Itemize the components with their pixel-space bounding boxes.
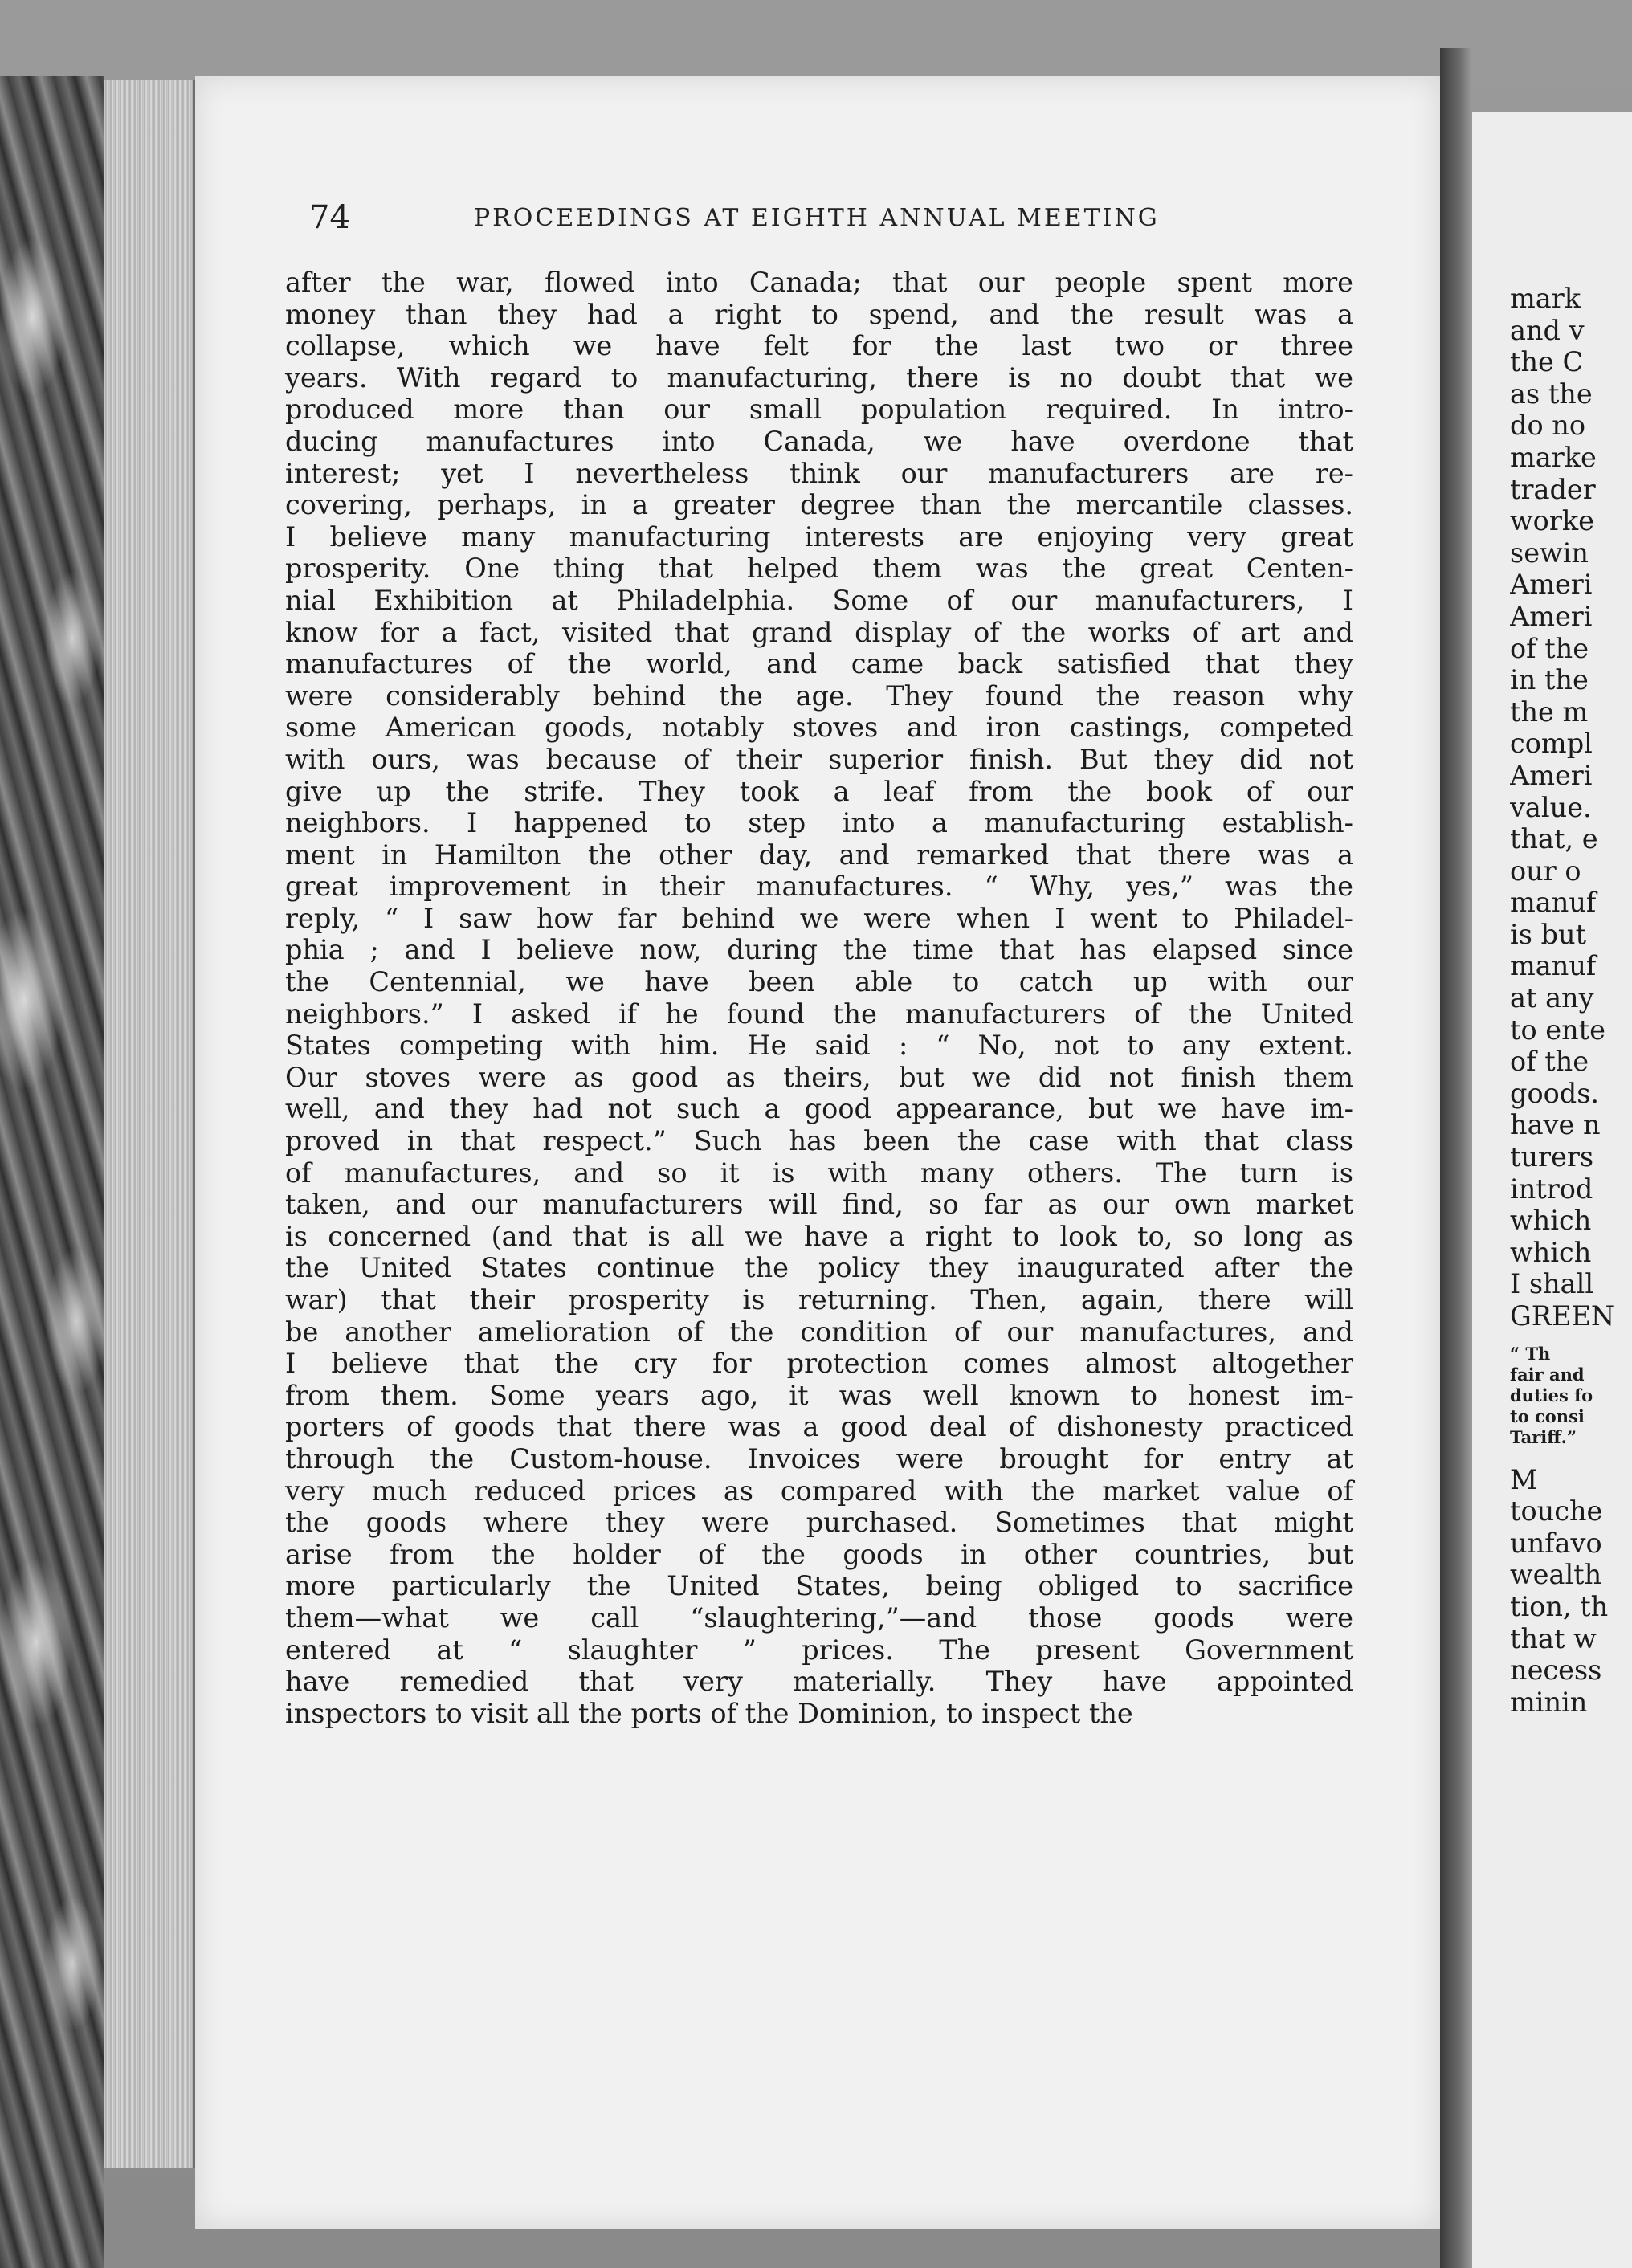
text-line: produced more than our small population required. In intro- bbox=[285, 394, 1353, 426]
facing-line: compl bbox=[1510, 728, 1593, 760]
facing-line: the C bbox=[1510, 346, 1584, 378]
facing-line: manuf bbox=[1510, 887, 1597, 919]
facing-line: trader bbox=[1510, 473, 1596, 505]
footnote-line: “ Th bbox=[1510, 1343, 1551, 1364]
text-line: collapse, which we have felt for the last two or three bbox=[285, 330, 1353, 362]
text-line: be another amelioration of the condition of our manufactures, and bbox=[285, 1316, 1353, 1348]
facing-line: in the bbox=[1510, 664, 1589, 696]
text-line: taken, and our manufacturers will find, so far as our own market bbox=[285, 1189, 1353, 1221]
text-line: after the war, flowed into Canada; that our people spent more bbox=[285, 267, 1353, 298]
text-line: phia ; and I believe now, during the time that has elapsed since bbox=[285, 934, 1353, 966]
page-number: 74 bbox=[309, 199, 350, 236]
text-line: the United States continue the policy they inaugurated after the bbox=[285, 1252, 1353, 1284]
text-line: give up the strife. They took a leaf from the book of our bbox=[285, 775, 1353, 807]
text-line: arise from the holder of the goods in other countries, but bbox=[285, 1538, 1353, 1570]
facing-line: minin bbox=[1510, 1686, 1588, 1718]
facing-line: turers bbox=[1510, 1141, 1594, 1173]
text-line: reply, “ I saw how far behind we were when I went to Philadel- bbox=[285, 902, 1353, 934]
text-line: neighbors. I happened to step into a manufacturing establish- bbox=[285, 807, 1353, 839]
text-line: were considerably behind the age. They found the reason why bbox=[285, 679, 1353, 712]
facing-line: manuf bbox=[1510, 950, 1597, 982]
text-line: through the Custom-house. Invoices were brought for entry at bbox=[285, 1442, 1353, 1475]
facing-page-text bbox=[1510, 283, 1632, 1718]
facing-line: M bbox=[1510, 1463, 1538, 1495]
page-edges bbox=[104, 80, 195, 2168]
facing-line: Ameri bbox=[1510, 600, 1593, 632]
facing-line: I shall bbox=[1510, 1268, 1594, 1300]
footnote-line: duties fo bbox=[1510, 1385, 1593, 1405]
facing-line: wealth bbox=[1510, 1559, 1602, 1591]
facing-line: of the bbox=[1510, 632, 1589, 664]
facing-line: the m bbox=[1510, 695, 1589, 728]
footnote-line: to consi bbox=[1510, 1405, 1585, 1426]
text-line: proved in that respect.” Such has been the case with that class bbox=[285, 1125, 1353, 1157]
text-line: some American goods, notably stoves and iron castings, competed bbox=[285, 712, 1353, 744]
facing-line: have n bbox=[1510, 1109, 1601, 1141]
text-line: more particularly the United States, being obliged to sacrifice bbox=[285, 1570, 1353, 1602]
text-line: years. With regard to manufacturing, there is no doubt that we bbox=[285, 361, 1353, 394]
text-line: interest; yet I nevertheless think our manufacturers are re- bbox=[285, 457, 1353, 489]
spacer bbox=[1510, 1332, 1632, 1344]
facing-line: unfavo bbox=[1510, 1527, 1602, 1559]
facing-line: our o bbox=[1510, 855, 1581, 887]
footnote-line: Tariff.” bbox=[1510, 1426, 1577, 1447]
facing-line: sewin bbox=[1510, 536, 1589, 569]
facing-line: is but bbox=[1510, 918, 1587, 950]
text-line: manufactures of the world, and came back satisfied that they bbox=[285, 648, 1353, 680]
text-line: the goods where they were purchased. Sometimes that might bbox=[285, 1507, 1353, 1539]
facing-line: at any bbox=[1510, 982, 1594, 1014]
facing-line: as the bbox=[1510, 377, 1593, 410]
text-line: well, and they had not such a good appearance, but we have im- bbox=[285, 1093, 1353, 1125]
text-line: from them. Some years ago, it was well known to honest im- bbox=[285, 1379, 1353, 1411]
text-line: inspectors to visit all the ports of the Dominion, to inspect the bbox=[285, 1697, 1133, 1729]
book-gutter bbox=[1440, 48, 1472, 2268]
facing-line: do no bbox=[1510, 410, 1586, 442]
facing-line: worke bbox=[1510, 505, 1594, 537]
text-line: porters of goods that there was a good deal of dishonesty practiced bbox=[285, 1411, 1353, 1443]
text-line: war) that their prosperity is returning. Then, again, there will bbox=[285, 1284, 1353, 1316]
facing-line: that w bbox=[1510, 1622, 1597, 1654]
text-line: of manufactures, and so it is with many others. The turn is bbox=[285, 1156, 1353, 1189]
text-line: ducing manufactures into Canada, we have overdone that bbox=[285, 425, 1353, 457]
facing-line: which bbox=[1510, 1236, 1592, 1268]
facing-line: mark bbox=[1510, 283, 1581, 314]
facing-line: value. bbox=[1510, 791, 1592, 823]
text-line: with ours, was because of their superior finish. But they did not bbox=[285, 743, 1353, 775]
text-line: States competing with him. He said : “ No, not to any extent. bbox=[285, 1030, 1353, 1062]
facing-line: Ameri bbox=[1510, 569, 1593, 601]
spacer bbox=[1510, 1448, 1632, 1464]
text-line: very much reduced prices as compared with the market value of bbox=[285, 1475, 1353, 1507]
facing-line: Ameri bbox=[1510, 759, 1593, 791]
text-line: know for a fact, visited that grand display of the works of art and bbox=[285, 616, 1353, 648]
text-line: prosperity. One thing that helped them was the great Centen- bbox=[285, 553, 1353, 585]
marbled-edge bbox=[0, 76, 104, 2268]
body-text bbox=[285, 267, 1353, 1729]
text-line: the Centennial, we have been able to catch up with our bbox=[285, 966, 1353, 998]
text-line: money than they had a right to spend, and the result was a bbox=[285, 298, 1353, 330]
text-line: I believe that the cry for protection comes almost altogether bbox=[285, 1348, 1353, 1380]
facing-line: marke bbox=[1510, 441, 1597, 473]
running-head-title: PROCEEDINGS AT EIGHTH ANNUAL MEETING bbox=[474, 204, 1160, 232]
text-line: covering, perhaps, in a greater degree than the mercantile classes. bbox=[285, 489, 1353, 521]
footnote-line: fair and bbox=[1510, 1364, 1585, 1385]
facing-line: of the bbox=[1510, 1046, 1589, 1078]
facing-line: that, e bbox=[1510, 823, 1598, 855]
text-line: I believe many manufacturing interests are enjoying very great bbox=[285, 520, 1353, 553]
text-line: neighbors.” I asked if he found the manufacturers of the United bbox=[285, 997, 1353, 1030]
facing-line: goods. bbox=[1510, 1077, 1600, 1109]
facing-line: which bbox=[1510, 1205, 1592, 1237]
text-line: Our stoves were as good as theirs, but we did not finish them bbox=[285, 1061, 1353, 1093]
facing-line: touche bbox=[1510, 1495, 1603, 1528]
facing-line: introd bbox=[1510, 1173, 1593, 1205]
text-line: is concerned (and that is all we have a right to look to, so long as bbox=[285, 1220, 1353, 1252]
facing-line: necess bbox=[1510, 1654, 1602, 1687]
facing-line: tion, th bbox=[1510, 1590, 1609, 1622]
text-line: them—what we call “slaughtering,”—and those goods were bbox=[285, 1601, 1353, 1634]
text-line: entered at “ slaughter ” prices. The present Government bbox=[285, 1634, 1353, 1666]
text-line: great improvement in their manufactures. “ Why, yes,” was the bbox=[285, 871, 1353, 903]
facing-line: to ente bbox=[1510, 1014, 1605, 1046]
text-line: ment in Hamilton the other day, and remarked that there was a bbox=[285, 838, 1353, 871]
text-line: have remedied that very materially. They have appointed bbox=[285, 1666, 1353, 1698]
facing-line: GREEN bbox=[1510, 1300, 1615, 1332]
facing-line: and v bbox=[1510, 314, 1585, 346]
text-line: nial Exhibition at Philadelphia. Some of our manufacturers, I bbox=[285, 584, 1353, 616]
